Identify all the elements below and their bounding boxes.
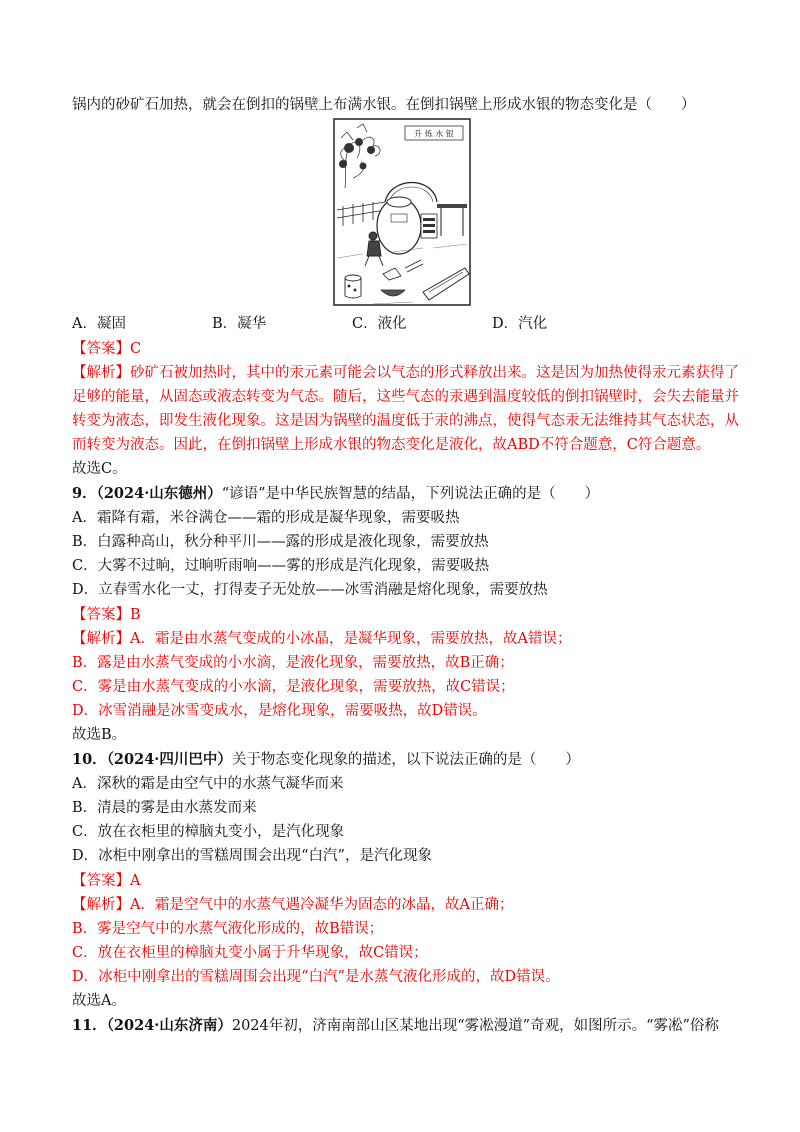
- answer-value: B: [130, 607, 141, 623]
- answer-label: 【答案】: [72, 607, 130, 623]
- answer-value: C: [130, 341, 142, 357]
- q8-option-a: A．凝固: [72, 316, 126, 332]
- q8-option-c: C．液化: [352, 316, 407, 332]
- q9-option-d: D．立春雪水化一丈，打得麦子无处放——冰雪消融是熔化现象，需要放热: [72, 582, 548, 598]
- q9-stem-text: “谚语”是中华民族智慧的结晶，下列说法正确的是（ ）: [221, 486, 600, 502]
- q10-answer: [72, 870, 732, 892]
- q10-option-d: D．冰柜中刚拿出的雪糕周围会出现“白汽”，是汽化现象: [72, 848, 432, 864]
- q10-conclusion: 故选A。: [72, 993, 126, 1009]
- q9-conclusion: 故选B。: [72, 727, 127, 743]
- q8-analysis-line-4: 而转变为液态。因此，在倒扣锅壁上形成水银的物态变化是液化，故ABD不符合题意，C符合题意。: [72, 437, 711, 453]
- q8-option-b: B．凝华: [212, 316, 267, 332]
- q10-analysis-line-2: B．雾是空气中的水蒸气液化形成的，故B错误；: [72, 921, 384, 937]
- q10-analysis-line-4: D．冰柜中刚拿出的雪糕周围会出现“白汽”是水蒸气液化形成的，故D错误。: [72, 969, 560, 985]
- q11-source: （2024·山东济南）: [106, 1017, 232, 1034]
- analysis-text: 砂矿石被加热时，其中的汞元素可能会以气态的形式释放出来。这是因为加热使得汞元素获得了: [130, 365, 739, 381]
- q10-source: （2024·四川巴中）: [106, 751, 232, 768]
- analysis-text: A．霜是由水蒸气变成的小冰晶，是凝华现象，需要放热，故A错误；: [130, 631, 572, 647]
- q11-number: 11．: [72, 1017, 107, 1034]
- analysis-label: 【解析】: [72, 897, 130, 913]
- answer-value: A: [130, 873, 141, 889]
- q10-stem: [72, 749, 732, 771]
- mercury-refining-illustration: [333, 118, 471, 306]
- analysis-text: A．霜是空气中的水蒸气遇冷凝华为固态的冰晶，故A正确；: [130, 897, 514, 913]
- q8-analysis-line-1: [72, 362, 739, 384]
- q9-analysis-line-3: C．雾是由水蒸气变成的小水滴，是液化现象，需要放热，故C错误；: [72, 679, 515, 695]
- q10-analysis-line-3: C．放在衣柜里的樟脑丸变小属于升华现象，故C错误；: [72, 945, 428, 961]
- q9-analysis-line-4: D．冰雪消融是冰雪变成水，是熔化现象，需要吸热，故D错误。: [72, 703, 487, 719]
- q8-options: [72, 313, 732, 335]
- q9-source: （2024·山东德州）: [96, 485, 222, 502]
- analysis-label: 【解析】: [72, 365, 130, 381]
- q9-answer: [72, 604, 732, 626]
- q8-analysis-line-3: 转变为液态，即发生液化现象。这是因为锅壁的温度低于汞的沸点，使得气态汞无法维持其气态状态，从: [72, 413, 739, 429]
- answer-label: 【答案】: [72, 873, 130, 889]
- q10-analysis-line-1: [72, 894, 732, 916]
- q8-answer: [72, 338, 732, 360]
- analysis-label: 【解析】: [72, 631, 130, 647]
- q11-stem-text: 2024年初，济南南部山区某地出现“雾凇漫道”奇观，如图所示。“雾凇”俗称: [231, 1018, 719, 1034]
- q11-stem: [72, 1015, 732, 1037]
- q9-option-b: B．白露种高山，秋分种平川——露的形成是液化现象，需要放热: [72, 534, 489, 550]
- q9-analysis-line-2: B．露是由水蒸气变成的小水滴，是液化现象，需要放热，故B正确；: [72, 655, 514, 671]
- q9-option-a: A．霜降有霜，米谷满仓——霜的形成是凝华现象，需要吸热: [72, 510, 460, 526]
- q10-option-b: B．清晨的雾是由水蒸发而来: [72, 800, 257, 816]
- q9-number: 9．: [72, 485, 97, 502]
- q10-number: 10．: [72, 751, 107, 768]
- illustration-caption: 升 炼 水 银: [414, 129, 454, 139]
- q8-option-d: D．汽化: [492, 316, 548, 332]
- q10-stem-text: 关于物态变化现象的描述，以下说法正确的是（ ）: [231, 752, 580, 768]
- answer-label: 【答案】: [72, 341, 130, 357]
- q9-option-c: C．大雾不过晌，过晌听雨响——雾的形成是汽化现象，需要吸热: [72, 558, 490, 574]
- q9-stem: [72, 483, 732, 505]
- q10-option-a: A．深秋的霜是由空气中的水蒸气凝华而来: [72, 776, 344, 792]
- q8-conclusion: 故选C。: [72, 461, 127, 477]
- q9-analysis-line-1: [72, 628, 732, 650]
- q8-analysis-line-2: 足够的能量，从固态或液态转变为气态。随后，这些气态的汞遇到温度较低的倒扣锅壁时，会失去能量并: [72, 389, 739, 405]
- q10-option-c: C．放在衣柜里的樟脑丸变小，是汽化现象: [72, 824, 345, 840]
- q8-stem-tail: 锅内的砂矿石加热，就会在倒扣的锅壁上布满水银。在倒扣锅壁上形成水银的物态变化是（ ）: [72, 97, 696, 113]
